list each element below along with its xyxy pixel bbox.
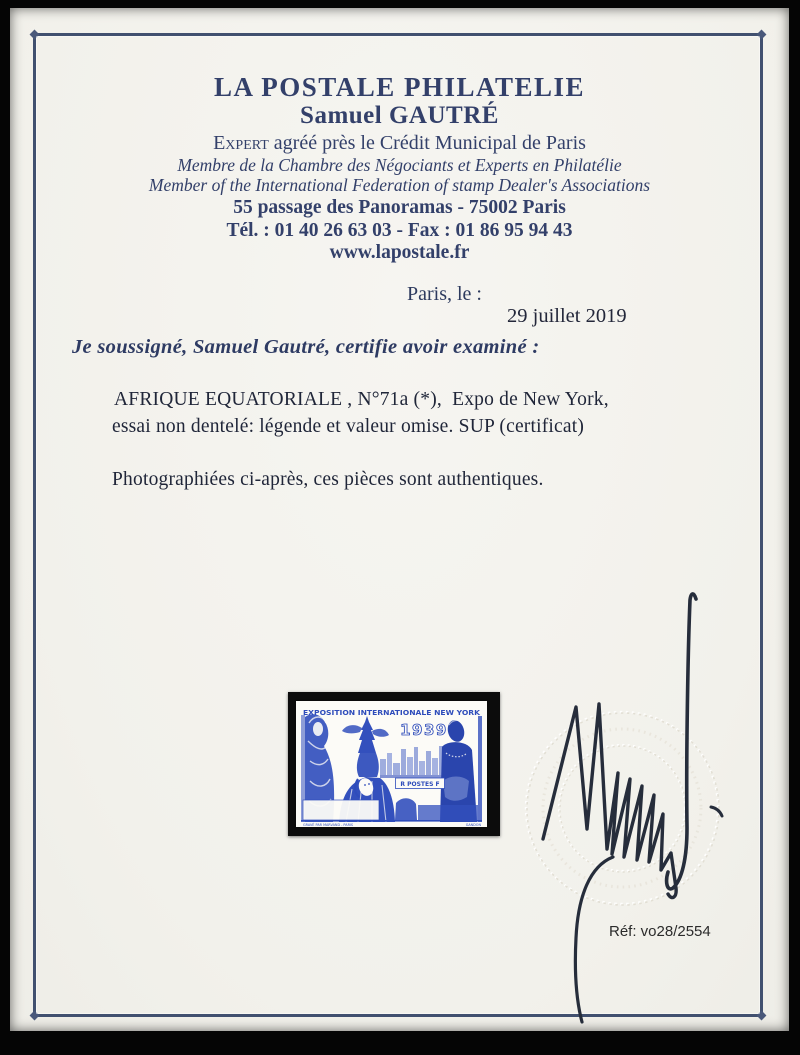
expert-credentials-rest: agréé près le Crédit Municipal de Paris — [268, 132, 586, 154]
membership-line-fr: Membre de la Chambre des Négociants et Experts en Philatélie — [177, 155, 622, 175]
stamp-year: 1939 — [400, 721, 448, 739]
dateline-place: Paris, le : — [407, 283, 482, 305]
border-corner-ornament — [30, 1011, 40, 1021]
reference-number: Réf: vo28/2554 — [609, 923, 711, 940]
stamp-imprint-right: GANDON — [465, 823, 481, 827]
expert-word: Expert — [213, 132, 269, 154]
website-line: www.lapostale.fr — [329, 242, 470, 263]
certificate-paper — [10, 8, 789, 1031]
company-title: LA POSTALE PHILATELIE — [213, 72, 586, 102]
stamp-artwork — [296, 701, 487, 827]
certification-statement: Je soussigné, Samuel Gautré, certifie avoir examiné : — [72, 336, 540, 358]
address-line: 55 passage des Panoramas - 75002 Paris — [233, 197, 566, 218]
stamp-imprint-left: GRAVÉ PAR MARVAND - PARIS — [303, 823, 354, 827]
stamp-mount — [288, 692, 500, 836]
stamp-value-tablet: R POSTES F — [400, 781, 440, 788]
stamp-title: EXPOSITION INTERNATIONALE NEW YORK — [303, 708, 481, 717]
dateline-date: 29 juillet 2019 — [507, 305, 627, 327]
item-description-line1: AFRIQUE EQUATORIALE , N°71a (*), Expo de New York, — [114, 389, 609, 410]
expert-name: Samuel GAUTRÉ — [300, 102, 499, 129]
membership-line-en: Member of the International Federation of stamp Dealer's Associations — [148, 175, 651, 195]
border-corner-ornament — [757, 1011, 767, 1021]
border-corner-ornament — [757, 30, 767, 40]
border-corner-ornament — [30, 30, 40, 40]
phone-fax-line: Tél. : 01 40 26 63 03 - Fax : 01 86 95 94 43 — [226, 220, 573, 241]
item-description-line2: essai non dentelé: légende et valeur omise. SUP (certificat) — [112, 416, 585, 437]
expert-credentials — [10, 132, 789, 155]
authenticity-statement: Photographiées ci-après, ces pièces sont authentiques. — [112, 469, 544, 490]
stamp-image — [296, 701, 487, 827]
